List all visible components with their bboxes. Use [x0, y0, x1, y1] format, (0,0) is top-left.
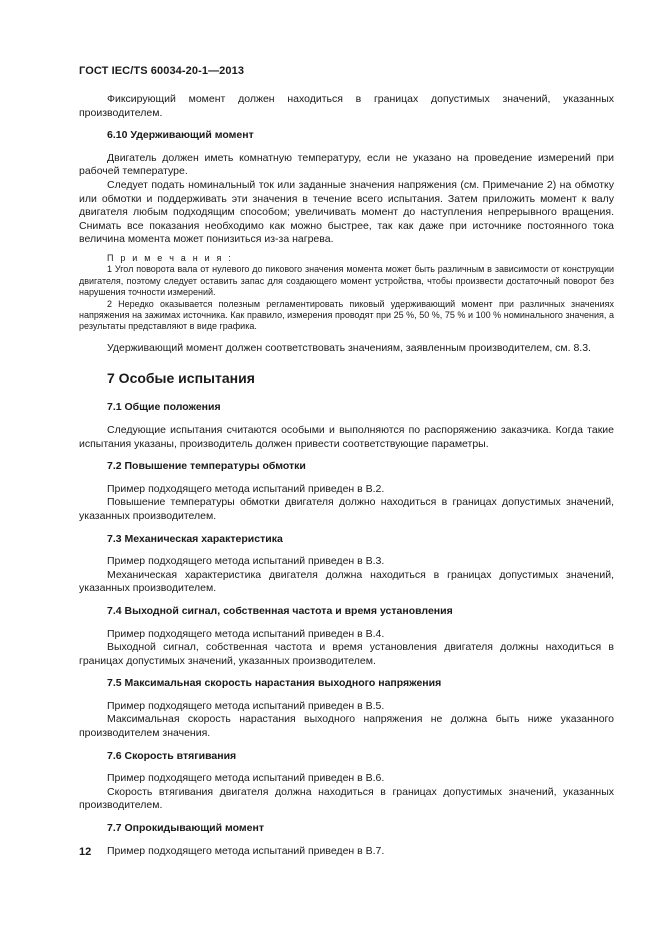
section-7-4-paragraph-1: Пример подходящего метода испытаний приведен в В.4. [107, 627, 385, 640]
section-7-3-heading: 7.3 Механическая характеристика [107, 532, 283, 545]
section-7-1-paragraph-1: Следующие испытания считаются особыми и выполняются по распоряжению заказчика. Когда такие испытания указаны, производитель должен привести соответствующие параметры. [79, 423, 614, 450]
section-7-2-heading: 7.2 Повышение температуры обмотки [107, 460, 306, 473]
section-7-heading: 7 Особые испытания [107, 370, 255, 387]
section-7-6-paragraph-1: Пример подходящего метода испытаний приведен в В.6. [107, 772, 385, 785]
document-header: ГОСТ IEC/TS 60034-20-1—2013 [79, 65, 245, 77]
section-6-10-paragraph-3: Удерживающий момент должен соответствовать значениям, заявленным производителем, см. 8.3. [107, 341, 591, 354]
section-7-7-paragraph-1: Пример подходящего метода испытаний приведен в В.7. [107, 844, 385, 857]
notes-title: П р и м е ч а н и я : [107, 252, 233, 263]
section-7-6-heading: 7.6 Скорость втягивания [107, 749, 237, 762]
section-7-1-heading: 7.1 Общие положения [107, 401, 221, 414]
section-7-7-heading: 7.7 Опрокидывающий момент [107, 822, 264, 835]
section-7-4-paragraph-2: Выходной сигнал, собственная частота и время установления двигателя должны находиться в границах допустимых значений, указанных производителем. [79, 641, 614, 667]
intro-paragraph: Фиксирующий момент должен находиться в границах допустимых значений, указанных производителем. [79, 93, 614, 119]
section-6-10-heading: 6.10 Удерживающий момент [107, 129, 254, 142]
section-7-3-paragraph-1: Пример подходящего метода испытаний приведен в В.3. [107, 555, 385, 568]
section-7-4-heading: 7.4 Выходной сигнал, собственная частота и время установления [107, 604, 453, 617]
note-1: 1 Угол поворота вала от нулевого до пикового значения момента может быть различным в зависимости от конструкции двигателя, поэтому следует оставить запас для создающего момент устройства, чтобы произвести достаточный поворот без нарушения точности измерений. [79, 264, 614, 298]
section-6-10-paragraph-1: Двигатель должен иметь комнатную температуру, если не указано на проведение измерений при рабочей температуре. [79, 151, 614, 178]
section-7-2-paragraph-1: Пример подходящего метода испытаний приведен в В.2. [107, 482, 385, 495]
section-7-6-paragraph-2: Скорость втягивания двигателя должна находиться в границах допустимых значений, указанных производителем. [79, 785, 614, 812]
section-7-5-paragraph-2: Максимальная скорость нарастания выходного напряжения не должна быть ниже указанного производителем значения. [79, 713, 614, 740]
document-body [79, 93, 614, 858]
note-2: 2 Нередко оказывается полезным регламентировать пиковый удерживающий момент при различных значениях напряжения на зажимах источника. Как правило, измерения проводят при 25 %, 50 %, 75 % и 100 % номинального значения, а результаты представляют в виде графика. [79, 298, 614, 332]
section-7-3-paragraph-2: Механическая характеристика двигателя должна находиться в границах допустимых значений, указанных производителем. [79, 568, 614, 595]
section-7-2-paragraph-2: Повышение температуры обмотки двигателя должно находиться в границах допустимых значений, указанных производителем. [79, 496, 614, 522]
page-number: 12 [79, 846, 92, 858]
section-7-5-heading: 7.5 Максимальная скорость нарастания выходного напряжения [107, 677, 442, 690]
section-7-5-paragraph-1: Пример подходящего метода испытаний приведен в В.5. [107, 699, 385, 712]
section-6-10-paragraph-2: Следует подать номинальный ток или заданные значения напряжения (см. Примечание 2) на обмотку или обмотки и поддерживать эти значения в течение всего испытания. Затем приложить момент к валу двигателя любым подходящим способом; увеличивать момент до наступления непрерывного вращения. Снимать все показания необходимо как можно быстрее, так как даже при источнике постоянного тока величина момента может понизиться из-за нагрева. [79, 178, 614, 246]
